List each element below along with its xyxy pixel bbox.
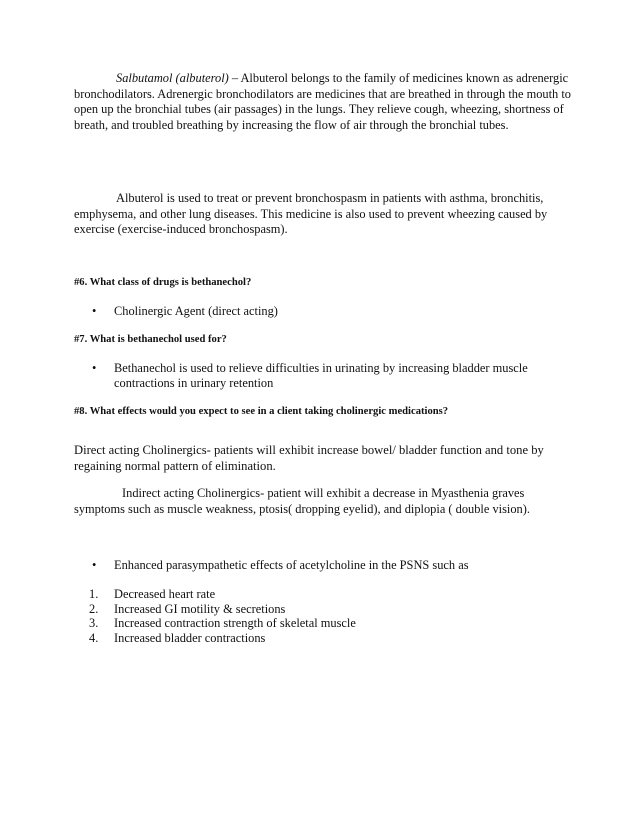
salbutamol-paragraph bbox=[74, 71, 574, 133]
list-text: Increased contraction strength of skeletal muscle bbox=[114, 616, 356, 631]
question-6-heading: #6. What class of drugs is bethanechol? bbox=[74, 277, 252, 288]
question-6-answer: Cholinergic Agent (direct acting) bbox=[114, 304, 278, 318]
list-item bbox=[74, 587, 474, 602]
list-text: Decreased heart rate bbox=[114, 587, 216, 601]
question-8-heading: #8. What effects would you expect to see in a client taking cholinergic medications? bbox=[74, 406, 449, 417]
list-item bbox=[74, 631, 474, 646]
bullet-icon: • bbox=[92, 304, 97, 318]
indirect-acting-paragraph: Indirect acting Cholinergics- patient will exhibit a decrease in Myasthenia graves symptoms such as muscle weakness, ptosis( dropping eyelid), and diplopia ( double vision). bbox=[74, 486, 530, 516]
list-text: Increased bladder contractions bbox=[114, 630, 266, 645]
list-item bbox=[74, 602, 474, 617]
list-number: 2. bbox=[89, 601, 99, 616]
question-7-answer: Bethanechol is used to relieve difficulties in urinating by increasing bladder muscle contractions in urinary retention bbox=[114, 361, 528, 390]
list-item bbox=[74, 616, 474, 631]
list-text: Increased GI motility & secretions bbox=[114, 601, 286, 616]
list-number: 4. bbox=[89, 630, 99, 645]
salbutamol-description: – Albuterol belongs to the family of medicines known as adrenergic bronchodilators. Adrenergic bronchodilators are medicines that are breathed in through the mouth to open up the bronchial tubes (air passages) in the lungs. They relieve cough, wheezing, shortness of breath, and troubled breathing by increasing the flow of air through the bronchial tubes. bbox=[74, 71, 571, 132]
parasympathetic-effects-text: Enhanced parasympathetic effects of acetylcholine in the PSNS such as bbox=[114, 558, 469, 572]
direct-acting-paragraph: Direct acting Cholinergics- patients will exhibit increase bowel/ bladder function and tone by regaining normal pattern of elimination. bbox=[74, 443, 544, 473]
bullet-icon: • bbox=[92, 361, 97, 375]
salbutamol-term: Salbutamol (albuterol) bbox=[116, 71, 229, 85]
albuterol-use-paragraph: Albuterol is used to treat or prevent bronchospasm in patients with asthma, bronchitis, emphysema, and other lung diseases. This medicine is also used to prevent wheezing caused by exercise (exercise-induced bronchospasm). bbox=[74, 191, 548, 237]
bullet-icon: • bbox=[92, 558, 97, 572]
list-number: 1. bbox=[89, 587, 99, 601]
question-7-heading: #7. What is bethanechol used for? bbox=[74, 334, 227, 345]
list-number: 3. bbox=[89, 616, 99, 631]
effects-numbered-list bbox=[74, 587, 474, 645]
